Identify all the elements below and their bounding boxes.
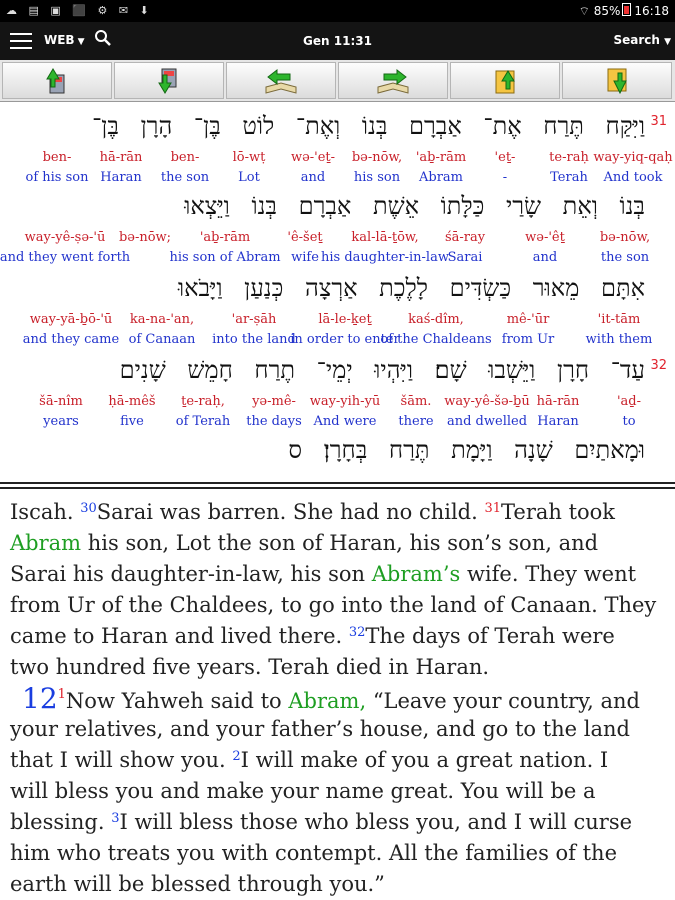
app-bar — [0, 22, 675, 60]
gloss-word[interactable]: from Ur — [501, 332, 555, 347]
transliteration-word[interactable]: wə-'eṯ- — [290, 150, 336, 165]
transliteration-word[interactable]: kal-lā-ṯōw, — [351, 230, 419, 245]
text-line: earth will be blessed through you.” — [10, 872, 385, 896]
gloss-word[interactable]: his son of Abram — [169, 250, 281, 265]
gloss-word[interactable]: and they came — [22, 332, 120, 347]
text-line: Sarai his daughter-in-law, his son Abram’s wife. They went — [10, 562, 637, 586]
text-line: him who treats you with contempt. All the families of the — [10, 841, 618, 865]
gloss-word[interactable]: and dwelled — [446, 414, 528, 429]
transliteration-word[interactable]: bə-nōw, — [351, 150, 403, 165]
status-bar — [0, 0, 675, 22]
verse-marker: 32 — [650, 358, 667, 373]
gloss-word[interactable]: the son — [160, 170, 210, 185]
gloss-word[interactable]: his son — [353, 170, 401, 185]
transliteration-word[interactable]: bə-nōw; — [118, 230, 172, 245]
english-text-pane[interactable] — [0, 490, 675, 900]
gloss-word[interactable]: - — [502, 170, 508, 185]
transliteration-word[interactable]: ben- — [42, 150, 72, 165]
verse-marker: 31 — [650, 114, 667, 129]
transliteration-word[interactable]: 'eṯ- — [494, 150, 516, 165]
gloss-word[interactable]: there — [398, 414, 434, 429]
gloss-word[interactable]: years — [43, 414, 79, 429]
transliteration-word[interactable]: 'it-tām — [597, 312, 641, 327]
text-line: $12^1Now$ Yahweh said to Abram, “Leave your country, and — [22, 682, 641, 715]
transliteration-word[interactable]: hā-rān — [536, 394, 580, 409]
transliteration-word[interactable]: ben- — [170, 150, 200, 165]
verse-number: 30 — [80, 501, 97, 516]
transliteration-word[interactable]: mê-'ūr — [506, 312, 550, 327]
text-line: came to Haran and lived there. $^{32}$The days of Terah were — [10, 624, 615, 648]
gloss-word[interactable]: and they went forth — [0, 250, 131, 265]
name-link[interactable]: Abram, — [288, 689, 367, 713]
hebrew-line: עַד־ חָרָן וַיֵּשְׁבוּ שָׁם׃ וַיִּהְיוּ יְמֵי־ תֶרַח חָמֵשׁ שָׁנִים — [119, 356, 645, 384]
transliteration-word[interactable]: way-yā-ḇō-'ū — [29, 312, 113, 327]
transliteration-word[interactable]: 'ê-šeṯ — [287, 230, 323, 245]
transliteration-word[interactable]: 'aḇ-rām — [199, 230, 251, 245]
transliteration-word[interactable]: kaś-dîm, — [408, 312, 464, 327]
transliteration-word[interactable]: 'aḇ-rām — [415, 150, 467, 165]
gloss-word[interactable]: Terah — [550, 170, 588, 185]
gloss-word[interactable]: of Canaan — [128, 332, 196, 347]
book-up-arrow-icon — [40, 65, 74, 97]
next-chapter-button[interactable] — [338, 62, 448, 99]
previous-verse-button[interactable] — [450, 62, 560, 99]
name-link[interactable]: Abram — [10, 531, 82, 555]
passage-reference[interactable]: Gen 11:31 — [303, 34, 372, 48]
page-up-arrow-icon — [488, 65, 522, 97]
gloss-word[interactable]: five — [120, 414, 144, 429]
book-right-arrow-icon — [372, 65, 414, 97]
gloss-word[interactable]: of his son — [25, 170, 89, 185]
transliteration-word[interactable]: way-yê-šə-ḇū — [444, 394, 530, 409]
battery-icon — [622, 3, 631, 16]
gloss-word[interactable]: wife — [291, 250, 319, 265]
transliteration-word[interactable]: ṯe-raḥ, — [181, 394, 225, 409]
caret-down-icon: ▼ — [664, 37, 671, 47]
transliteration-word[interactable]: ḥā-mêš — [108, 394, 156, 409]
clock: 16:18 — [634, 4, 669, 18]
name-link[interactable]: Abram’s — [371, 562, 461, 586]
gloss-word[interactable]: Haran — [537, 414, 579, 429]
text-line: will bless you and make your name great. You will be a — [10, 779, 596, 803]
transliteration-word[interactable]: lō-wṭ — [232, 150, 266, 165]
gloss-word[interactable]: with them — [585, 332, 653, 347]
text-line: Iscah. $^{30}$Sarai was barren. She had no child. $^{31}$Terah took — [10, 500, 616, 524]
hebrew-line: וּמָאתַיִם שָׁנָה וַיָּמָת תֶּרַח בְּחָרָן׃ ס — [288, 436, 645, 464]
gloss-word[interactable]: And were — [313, 414, 377, 429]
previous-book-button[interactable] — [2, 62, 112, 99]
caret-down-icon: ▼ — [77, 37, 85, 47]
book-left-arrow-icon — [260, 65, 302, 97]
hebrew-line: בְּנוֹ וְאֵת שָׂרַי כַּלָּתוֹ אֵשֶׁת אַבְרָם בְּנוֹ וַיֵּצְאוּ — [184, 192, 645, 220]
interlinear-pane[interactable] — [0, 102, 675, 482]
transliteration-word[interactable]: te-raḥ — [549, 150, 589, 165]
text-line: blessing. $^3$I will bless those who bless you, and I will curse — [10, 810, 633, 834]
chapter-number: 12 — [22, 682, 58, 715]
text-line: from Ur of the Chaldees, to go into the land of Canaan. They — [10, 593, 657, 617]
gloss-word[interactable]: of Terah — [175, 414, 231, 429]
transliteration-word[interactable]: ka-na-'an, — [129, 312, 195, 327]
transliteration-word[interactable]: lā-le-ḵeṯ — [318, 312, 372, 327]
gloss-word[interactable]: into the land — [212, 332, 296, 347]
text-line: that I will show you. $^2$I will make of you a great nation. I — [10, 748, 609, 772]
navigation-toolbar — [0, 60, 675, 102]
transliteration-word[interactable]: yə-mê- — [252, 394, 296, 409]
transliteration-word[interactable]: wə-'êṯ — [525, 230, 565, 245]
next-book-button[interactable] — [114, 62, 224, 99]
gloss-word[interactable]: and — [300, 170, 326, 185]
transliteration-word[interactable]: šām. — [400, 394, 432, 409]
gloss-word[interactable]: in order to enter — [290, 332, 400, 347]
transliteration-word[interactable]: śā-ray — [444, 230, 486, 245]
version-label: WEB — [44, 33, 75, 47]
gloss-word[interactable]: Abram — [418, 170, 464, 185]
verse-number: 2 — [232, 749, 241, 764]
gloss-word[interactable]: Haran — [100, 170, 142, 185]
text-line: your relatives, and your father’s house, and go to the land — [10, 717, 630, 741]
transliteration-word[interactable]: bə-nōw, — [599, 230, 651, 245]
verse-number: 31 — [484, 501, 502, 516]
gloss-word[interactable]: his daughter-in-law — [321, 250, 449, 265]
gloss-word[interactable]: and — [532, 250, 558, 265]
next-verse-button[interactable] — [562, 62, 672, 99]
gloss-word[interactable]: Lot — [238, 170, 260, 185]
transliteration-word[interactable]: way-yê-ṣə-'ū — [24, 230, 106, 245]
hebrew-line: וַיִּקַּח תֶּרַח אֶת־ אַבְרָם בְּנוֹ וְאֶת־ לוֹט בֶּן־ הָרָן בֶּן־ — [92, 112, 645, 140]
search-menu[interactable] — [613, 33, 671, 47]
gloss-word[interactable]: of the Chaldeans — [380, 332, 492, 347]
transliteration-word[interactable]: hā-rān — [99, 150, 143, 165]
gloss-word[interactable]: Sarai — [447, 250, 483, 265]
verse-number: 32 — [348, 625, 366, 640]
previous-chapter-button[interactable] — [226, 62, 336, 99]
gloss-word[interactable]: the son — [600, 250, 650, 265]
transliteration-word[interactable]: way-yih-yū — [309, 394, 381, 409]
wifi-icon: ⌔ — [578, 4, 590, 18]
reference-title — [0, 34, 675, 48]
verse-number: 1 — [57, 687, 66, 702]
transliteration-word[interactable]: way-yiq-qaḥ — [593, 150, 673, 165]
transliteration-word[interactable]: šā-nîm — [39, 394, 83, 409]
book-down-arrow-icon — [152, 65, 186, 97]
battery-percent: 85% — [593, 4, 621, 18]
gloss-word[interactable]: to — [622, 414, 636, 429]
hebrew-line: אִתָּם מֵאוּר כַּשְׂדִּים לָלֶכֶת אַרְצָה כְּנַעַן וַיָּבֹאוּ — [177, 274, 645, 302]
text-line: two hundred five years. Terah died in Haran. — [10, 655, 490, 679]
gloss-word[interactable]: And took — [603, 170, 663, 185]
status-right — [579, 3, 669, 19]
page-down-arrow-icon — [600, 65, 634, 97]
transliteration-word[interactable]: 'ar-ṣāh — [231, 312, 277, 327]
gloss-word[interactable]: the days — [246, 414, 302, 429]
search-label: Search — [613, 33, 660, 47]
text-line: Abram his son, Lot the son of Haran, his son’s son, and — [10, 531, 599, 555]
pane-divider[interactable] — [0, 482, 675, 489]
transliteration-word[interactable]: 'aḏ- — [616, 394, 642, 409]
verse-number: 3 — [111, 811, 120, 826]
notification-icons: ☁ ▤ ▣ ⬛ ⚙ ✉ ⬇ — [6, 4, 153, 17]
